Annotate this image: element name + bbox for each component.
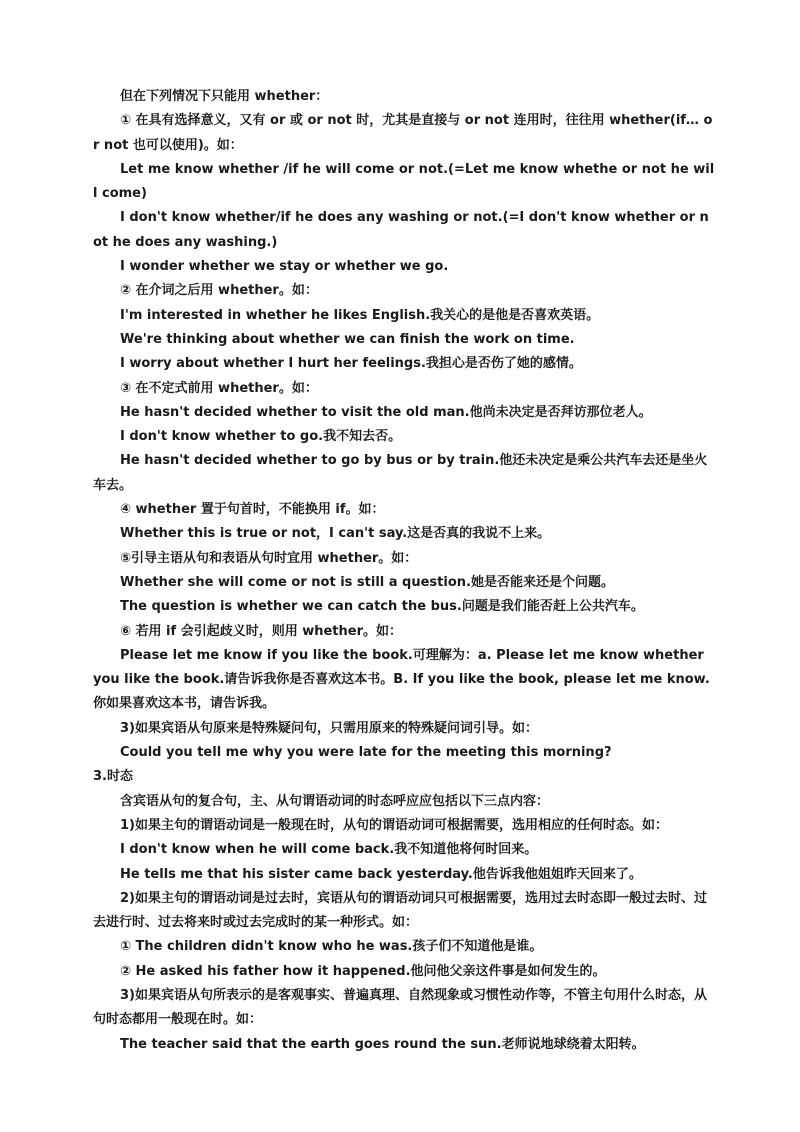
example-sentence: ① The children didn't know who he was.孩子们不知道他是谁。 (120, 939, 543, 955)
example-sentence: I'm interested in whether he likes English.我关心的是他是否喜欢英语。 (120, 307, 600, 323)
example-sentence: ② He asked his father how it happened.他问他父亲这件事是如何发生的。 (120, 963, 606, 979)
example-sentence: The question is whether we can catch the bus.问题是我们能否赶上公共汽车。 (120, 599, 644, 615)
example-sentence: He hasn't decided whether to visit the old man.他尚未决定是否拜访那位老人。 (120, 404, 652, 420)
example-sentence: Whether she will come or not is still a question.她是否能来还是个问题。 (120, 574, 614, 590)
paragraph-rule-6: ⑥ 若用 if 会引起歧义时，则用 whether。如： (120, 623, 403, 639)
paragraph-tense-intro: 含宾语从句的复合句，主、从句谓语动词的时态呼应应包括以下三点内容： (120, 793, 550, 809)
paragraph-rule-5: ⑤引导主语从句和表语从句时宜用 whether。如： (120, 550, 418, 566)
example-sentence: Could you tell me why you were late for the meeting this morning? (120, 745, 612, 761)
paragraph-tense-rule-1: 1)如果主句的谓语动词是一般现在时，从句的谓语动词可根据需要，选用相应的任何时态。如： (120, 817, 668, 833)
paragraph-tense-rule-3: 3)如果宾语从句所表示的是客观事实、普遍真理、自然现象或习惯性动作等，不管主句用什么时态，从句时态都用一般现在时。如： (93, 987, 707, 1028)
example-sentence: I don't know when he will come back.我不知道他将何时回来。 (120, 842, 538, 858)
example-sentence: He tells me that his sister came back yesterday.他告诉我他姐姐昨天回来了。 (120, 866, 642, 882)
paragraph-rule-2: ② 在介词之后用 whether。如： (120, 283, 318, 299)
paragraph-rule-1: ① 在具有选择意义，又有 or 或 or not 时，尤其是直接与 or not 连用时，往往用 whether(if… or not 也可以使用)。如： (93, 113, 713, 153)
example-sentence: Whether this is true or not，I can't say.这是否真的我说不上来。 (120, 526, 551, 542)
paragraph-rule-3: ③ 在不定式前用 whether。如： (120, 380, 318, 396)
paragraph-tense-rule-2: 2)如果主句的谓语动词是过去时，宾语从句的谓语动词只可根据需要，选用过去时态即一般过去时、过去进行时、过去将来时或过去完成时的某一种形式。如： (93, 890, 707, 931)
example-sentence: I don't know whether/if he does any washing or not.(=I don't know whether or not he does any washing.) (93, 210, 709, 250)
example-sentence: I wonder whether we stay or whether we go. (120, 259, 449, 275)
example-sentence: He hasn't decided whether to go by bus or by train.他还未决定是乘公共汽车去还是坐火车去。 (93, 453, 708, 493)
section-heading-tense: 3.时态 (93, 769, 133, 785)
paragraph-only-whether: 但在下列情况下只能用 whether： (120, 89, 329, 104)
document-page (93, 85, 715, 1057)
example-sentence: Let me know whether /if he will come or not.(=Let me know whethe or not he will come) (93, 161, 715, 202)
paragraph-rule-special-question: 3)如果宾语从句原来是特殊疑问句，只需用原来的特殊疑问词引导。如： (120, 720, 538, 736)
paragraph-rule-4: ④ whether 置于句首时，不能换用 if。如： (120, 502, 385, 518)
example-sentence: We're thinking about whether we can finish the work on time. (120, 331, 575, 347)
example-sentence: The teacher said that the earth goes round the sun.老师说地球绕着太阳转。 (120, 1036, 645, 1052)
example-sentence: I don't know whether to go.我不知去否。 (120, 429, 402, 445)
example-sentence: Please let me know if you like the book.可理解为：a. Please let me know whether you like the book.请告诉我你是否喜欢这本书。B. If you like the book, please let me know.你如果喜欢这本书，请告诉我。 (93, 647, 710, 712)
example-sentence: I worry about whether I hurt her feelings.我担心是否伤了她的感情。 (120, 356, 582, 372)
